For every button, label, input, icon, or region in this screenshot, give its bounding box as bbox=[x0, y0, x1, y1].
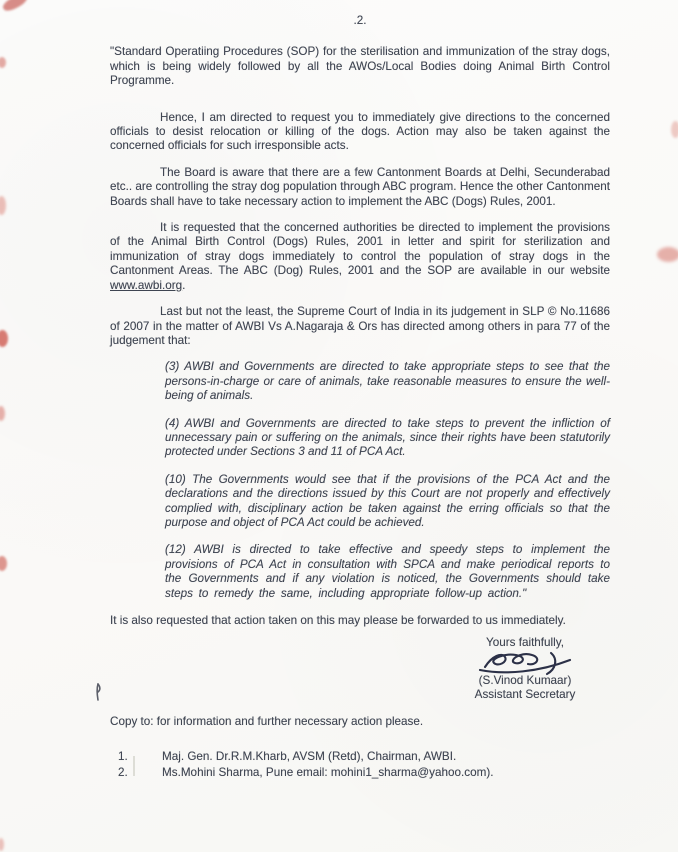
closing-salutation: Yours faithfully, bbox=[486, 636, 564, 650]
page-number: .2. bbox=[353, 14, 367, 27]
website-link[interactable]: www.awbi.org bbox=[110, 278, 183, 292]
list-item bbox=[118, 749, 610, 765]
list-item-number: 1. bbox=[118, 750, 128, 764]
red-scan-mark-left-3 bbox=[0, 330, 8, 347]
list-item-text: Maj. Gen. Dr.R.M.Kharb, AVSM (Retd), Chairman, AWBI. bbox=[162, 750, 457, 764]
paragraph-abc-rules-end: . bbox=[182, 278, 186, 292]
red-scan-mark-left-2 bbox=[0, 196, 6, 215]
paragraph-supreme-court: Last but not the least, the Supreme Court of India in its judgement in SLP © No.11686 of 2007 in the matter of AWBI Vs A.Nagaraja & Ors has directed among others in para 77 of the judgement that: bbox=[110, 305, 610, 347]
paragraph-abc-rules bbox=[110, 221, 610, 293]
red-scan-mark-left-5 bbox=[0, 556, 7, 571]
list-item bbox=[118, 765, 610, 781]
recipient-list bbox=[110, 749, 610, 781]
copy-to-line: Copy to: for information and further necessary action please. bbox=[110, 714, 424, 728]
signature-block bbox=[440, 636, 610, 703]
judgement-quote-10: (10) The Governments would see that if the provisions of the PCA Act and the declarations and the directions issued by this Court are not properly and effectively complied with, disciplinary action be taken against the erring officials so that the purpose and object of PCA Act could be achieved. bbox=[165, 472, 610, 529]
paragraph-cantonment-boards: The Board is aware that there are a few Cantonment Boards at Delhi, Secunderabad etc.. are controlling the stray dog population through ABC program. Hence the other Cantonment Boards shall have to take necessary action to implement the ABC (Dogs) Rules, 2001. bbox=[110, 165, 610, 208]
paragraph-sop: "Standard Operatiing Procedures (SOP) for the sterilisation and immunization of the stray dogs, which is being widely followed by all the AWOs/Local Bodies doing Animal Birth Control Programme. bbox=[110, 45, 610, 88]
list-item-number: 2. bbox=[118, 766, 128, 780]
signatory-title: Assistant Secretary bbox=[474, 688, 576, 702]
signatory-name: (S.Vinod Kumaar) bbox=[478, 673, 572, 687]
paragraph-directions: Hence, I am directed to request you to immediately give directions to the concerned officials to desist relocation or killing of the dogs. Action may also be taken against the concerned officials for such irresponsible acts. bbox=[110, 110, 610, 153]
paragraph-action-taken: It is also requested that action taken on this may please be forwarded to us immediately. bbox=[110, 614, 566, 627]
letter-body bbox=[110, 14, 610, 781]
list-item-text: Ms.Mohini Sharma, Pune email: mohini1_sharma@yahoo.com). bbox=[162, 766, 494, 780]
judgement-quote-4: (4) AWBI and Governments are directed to take steps to prevent the infliction of unnecessary pain or suffering on the animals, since their rights have been statutorily protected under Sections 3 and 11 of PCA Act. bbox=[165, 416, 610, 459]
red-scan-mark-left-1 bbox=[0, 57, 6, 68]
red-scan-mark-top-left bbox=[1, 0, 29, 13]
judgement-quote-3: (3) AWBI and Governments are directed to take appropriate steps to see that the persons-in-charge or care of animals, take reasonable measures to ensure the well-being of animals. bbox=[165, 360, 610, 403]
red-scan-mark-left-4 bbox=[0, 406, 5, 421]
red-scan-mark-right-1 bbox=[671, 121, 678, 138]
paragraph-abc-rules-text: It is requested that the concerned authorities be directed to implement the provisions of the Animal Birth Control (Dogs) Rules, 2001 in letter and spirit for sterilization and immunization of stray dogs immediately to control the population of stray dogs in the Cantonment Areas. The ABC (Dog) Rules, 2001 and the SOP are available in our website bbox=[110, 221, 610, 278]
red-scan-mark-bottom-left bbox=[0, 838, 4, 851]
judgement-quote-12: (12) AWBI is directed to take effective and speedy steps to implement the provisions of PCA Act in consultation with SPCA and make periodical reports to the Governments and if any violation is noticed, the Governments should take steps to remedy the same, including appropriate follow-up action." bbox=[165, 543, 610, 600]
pencil-mark bbox=[92, 682, 104, 702]
red-scan-mark-right-2 bbox=[657, 247, 678, 262]
